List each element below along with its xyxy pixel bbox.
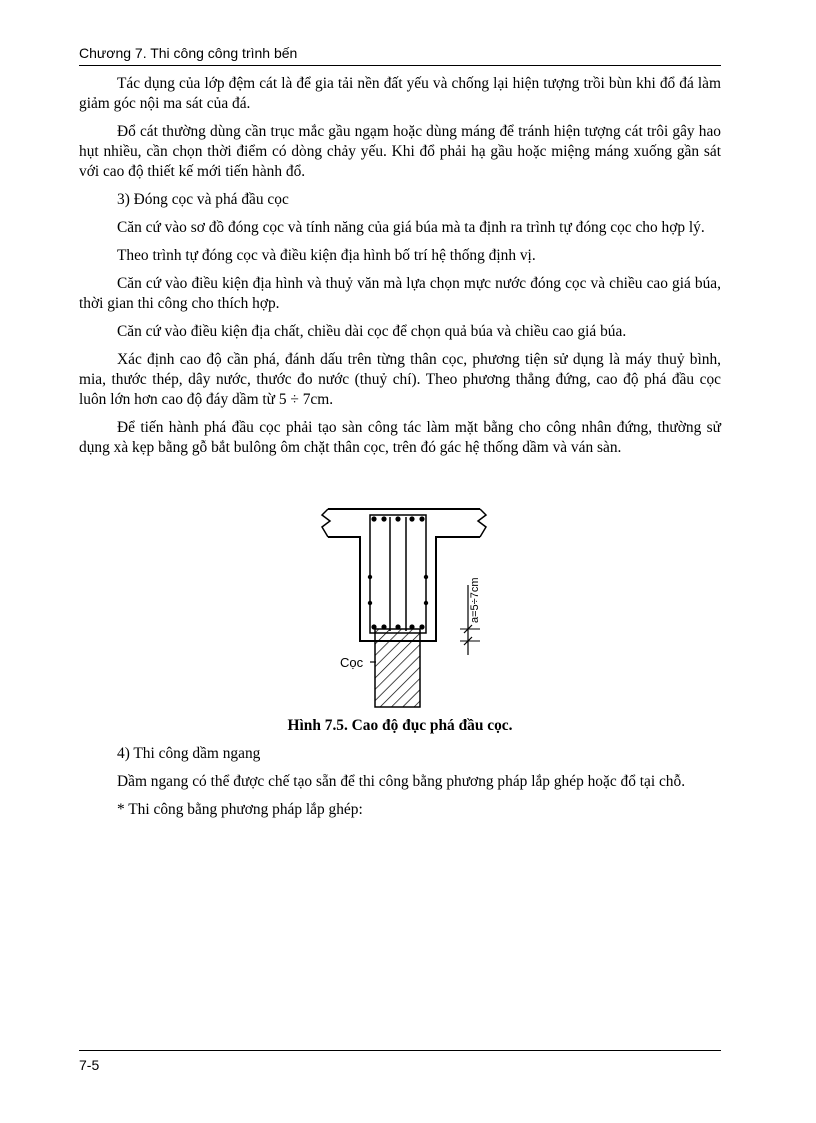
chapter-title: Chương 7. Thi công công trình bến <box>79 45 298 61</box>
paragraph-sand-pouring: Đổ cát thường dùng cần trục mắc gầu ngạm hoặc dùng máng để tránh hiện tượng cát trôi gây hao hụt nhiều, cần chọn thời điểm có dòng chảy yếu. Khi đổ phải hạ gầu hoặc miệng máng xuống gần sát với cao độ thiết kế mới tiến hành đổ. <box>79 123 721 180</box>
paragraph-positioning: Theo trình tự đóng cọc và điều kiện địa hình bố trí hệ thống định vị. <box>117 247 536 264</box>
section-heading-pile-driving: 3) Đóng cọc và phá đầu cọc <box>117 191 289 208</box>
dimension-label: a=5÷7cm <box>469 577 481 623</box>
section-heading-crossbeam: 4) Thi công dầm ngang <box>117 745 261 762</box>
figure-caption: Hình 7.5. Cao độ đục phá đầu cọc. <box>287 717 513 734</box>
break-line-left <box>322 509 330 537</box>
stirrup <box>370 515 426 633</box>
paragraph-precast-method: * Thi công bằng phương pháp lắp ghép: <box>117 801 363 818</box>
page-footer <box>79 1050 721 1073</box>
pile-head-diagram <box>310 505 510 710</box>
rebar-dots <box>368 516 428 629</box>
page-header <box>79 45 721 66</box>
paragraph-cut-level: Xác định cao độ cần phá, đánh dấu trên từng thân cọc, phương tiện sử dụng là máy thuỷ bình, mia, thước thép, dây nước, thước đo nước (thuỷ chí). Theo phương thẳng đứng, cao độ phá đầu cọc luôn lớn hơn cao độ đáy dầm từ 5 ÷ 7cm. <box>79 351 721 408</box>
pile-label: Cọc <box>340 655 364 670</box>
paragraph-water-level: Căn cứ vào điều kiện địa hình và thuỷ văn mà lựa chọn mực nước đóng cọc và chiều cao giá búa, thời gian thi công cho thích hợp. <box>79 275 721 312</box>
paragraph-crossbeam: Dầm ngang có thể được chế tạo sẵn để thi công bằng phương pháp lắp ghép hoặc đổ tại chỗ. <box>117 773 686 790</box>
page-number: 7-5 <box>79 1057 100 1073</box>
paragraph-hammer: Căn cứ vào điều kiện địa chất, chiều dài cọc để chọn quả búa và chiều cao giá búa. <box>117 323 627 340</box>
paragraph-pile-order: Căn cứ vào sơ đồ đóng cọc và tính năng của giá búa mà ta định ra trình tự đóng cọc cho hợp lý. <box>117 219 705 236</box>
body-text-bottom <box>79 744 721 828</box>
paragraph-work-platform: Để tiến hành phá đầu cọc phải tạo sàn công tác làm mặt bằng cho công nhân đứng, thường sử dụng xà kẹp bằng gỗ bắt bulông ôm chặt thân cọc, trên đó gác hệ thống dầm và ván sàn. <box>79 419 721 456</box>
pile-head-figure <box>310 505 510 710</box>
paragraph-sand-layer: Tác dụng của lớp đệm cát là để gia tải nền đất yếu và chống lại hiện tượng trồi bùn khi đổ đá làm giảm góc nội ma sát của đá. <box>79 75 721 112</box>
beam-outline <box>328 509 480 641</box>
body-text-top <box>79 74 721 466</box>
break-line-right <box>478 509 486 537</box>
